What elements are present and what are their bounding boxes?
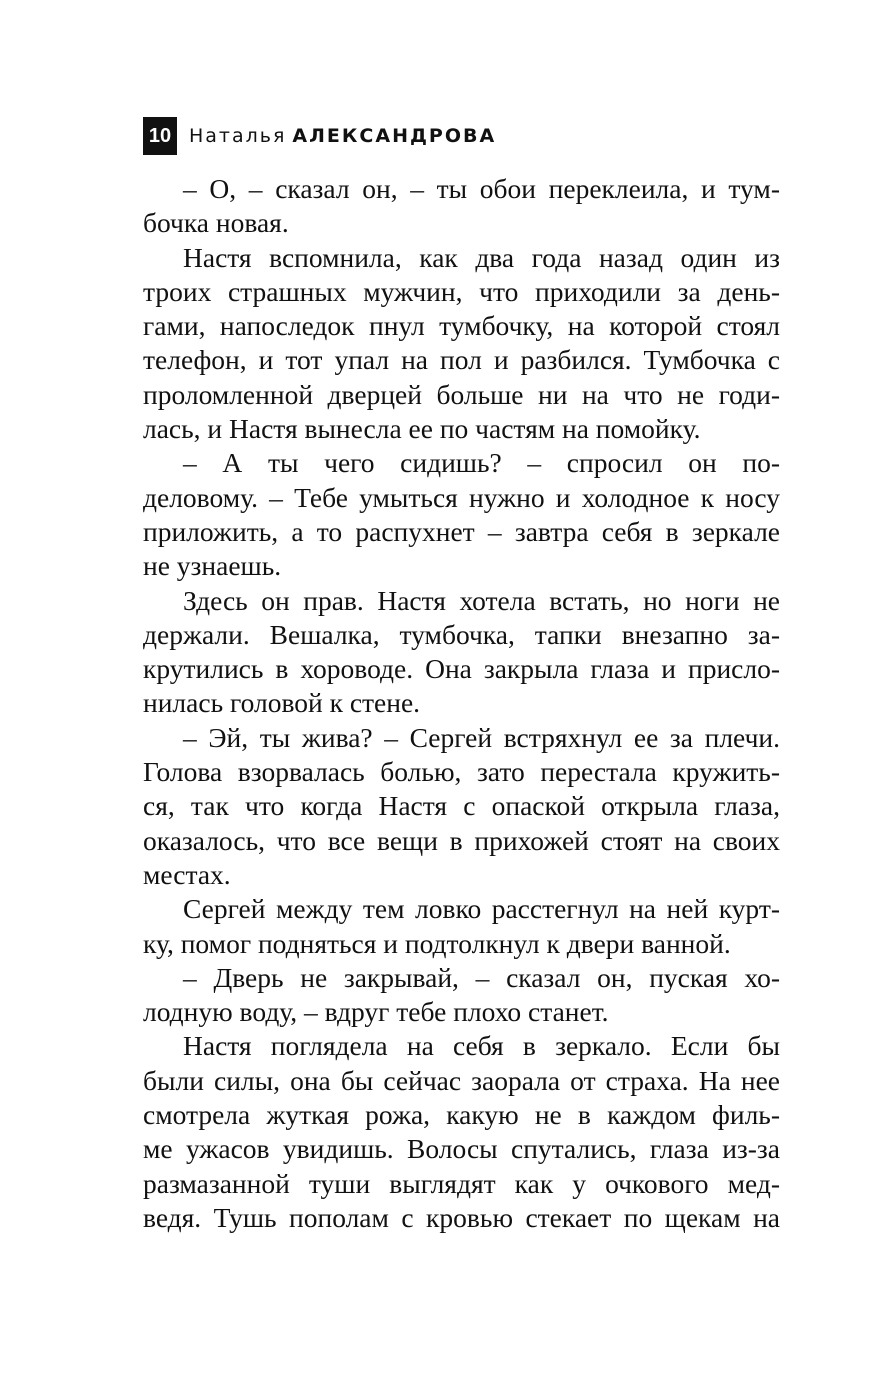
text-line: держали. Вешалка, тумбочка, тапки внезапно за- bbox=[143, 618, 780, 650]
text-line: – О, – сказал он, – ты обои переклеила, и тум- bbox=[183, 173, 780, 204]
body-text bbox=[143, 172, 780, 1235]
text-line: – Эй, ты жива? – Сергей встряхнул ее за плечи. bbox=[183, 721, 780, 753]
text-line: – Дверь не закрывай, – сказал он, пуская хо- bbox=[183, 961, 780, 993]
text-line: приложить, а то распухнет – завтра себя в зеркале bbox=[143, 515, 780, 547]
text-line: не узнаешь. bbox=[143, 550, 282, 582]
text-line: Настя поглядела на себя в зеркало. Если бы bbox=[183, 1030, 780, 1062]
text-line: крутились в хороводе. Она закрыла глаза и присло- bbox=[143, 653, 780, 685]
text-line: размазанной туши выглядят как у очкового мед- bbox=[143, 1167, 780, 1199]
text-line: Здесь он прав. Настя хотела встать, но ноги не bbox=[183, 584, 780, 616]
text-line: гами, напоследок пнул тумбочку, на которой стоял bbox=[143, 310, 780, 342]
text-line: троих страшных мужчин, что приходили за день- bbox=[143, 275, 780, 307]
text-line: лась, и Настя вынесла ее по частям на помойку. bbox=[143, 413, 701, 445]
text-line: Голова взорвалась болью, зато перестала кружить- bbox=[143, 756, 780, 788]
text-line: смотрела жуткая рожа, какую не в каждом филь- bbox=[143, 1099, 780, 1131]
text-line: ся, так что когда Настя с опаской открыла глаза, bbox=[143, 790, 780, 822]
text-line: – А ты чего сидишь? – спросил он по- bbox=[183, 447, 780, 479]
text-line: Настя вспомнила, как два года назад один из bbox=[183, 241, 780, 273]
running-head bbox=[189, 125, 496, 147]
text-line: нилась головой к стене. bbox=[143, 687, 421, 719]
text-line: оказалось, что все вещи в прихожей стоят на своих bbox=[143, 824, 780, 856]
text-line: Сергей между тем ловко расстегнул на ней курт- bbox=[183, 893, 780, 925]
text-line: телефон, и тот упал на пол и разбился. Тумбочка с bbox=[143, 344, 780, 376]
text-line: ку, помог подняться и подтолкнул к двери ванной. bbox=[143, 927, 731, 959]
text-line: местах. bbox=[143, 858, 231, 890]
page-number: 10 bbox=[143, 117, 177, 155]
text-line: бочка новая. bbox=[143, 207, 289, 239]
text-line: были силы, она бы сейчас заорала от страха. На нее bbox=[143, 1064, 780, 1096]
text-line: деловому. – Тебе умыться нужно и холодное к носу bbox=[143, 481, 780, 513]
author-last-name: АЛЕКСАНДРОВА bbox=[292, 125, 497, 147]
author-first-name: Наталья bbox=[189, 125, 287, 147]
running-header bbox=[143, 116, 496, 156]
text-line: проломленной дверцей больше ни на что не годи- bbox=[143, 378, 780, 410]
text-line: ведя. Тушь пополам с кровью стекает по щекам на bbox=[143, 1201, 780, 1233]
text-line: лодную воду, – вдруг тебе плохо станет. bbox=[143, 996, 609, 1028]
text-line: ме ужасов увидишь. Волосы спутались, глаза из-за bbox=[143, 1133, 780, 1165]
